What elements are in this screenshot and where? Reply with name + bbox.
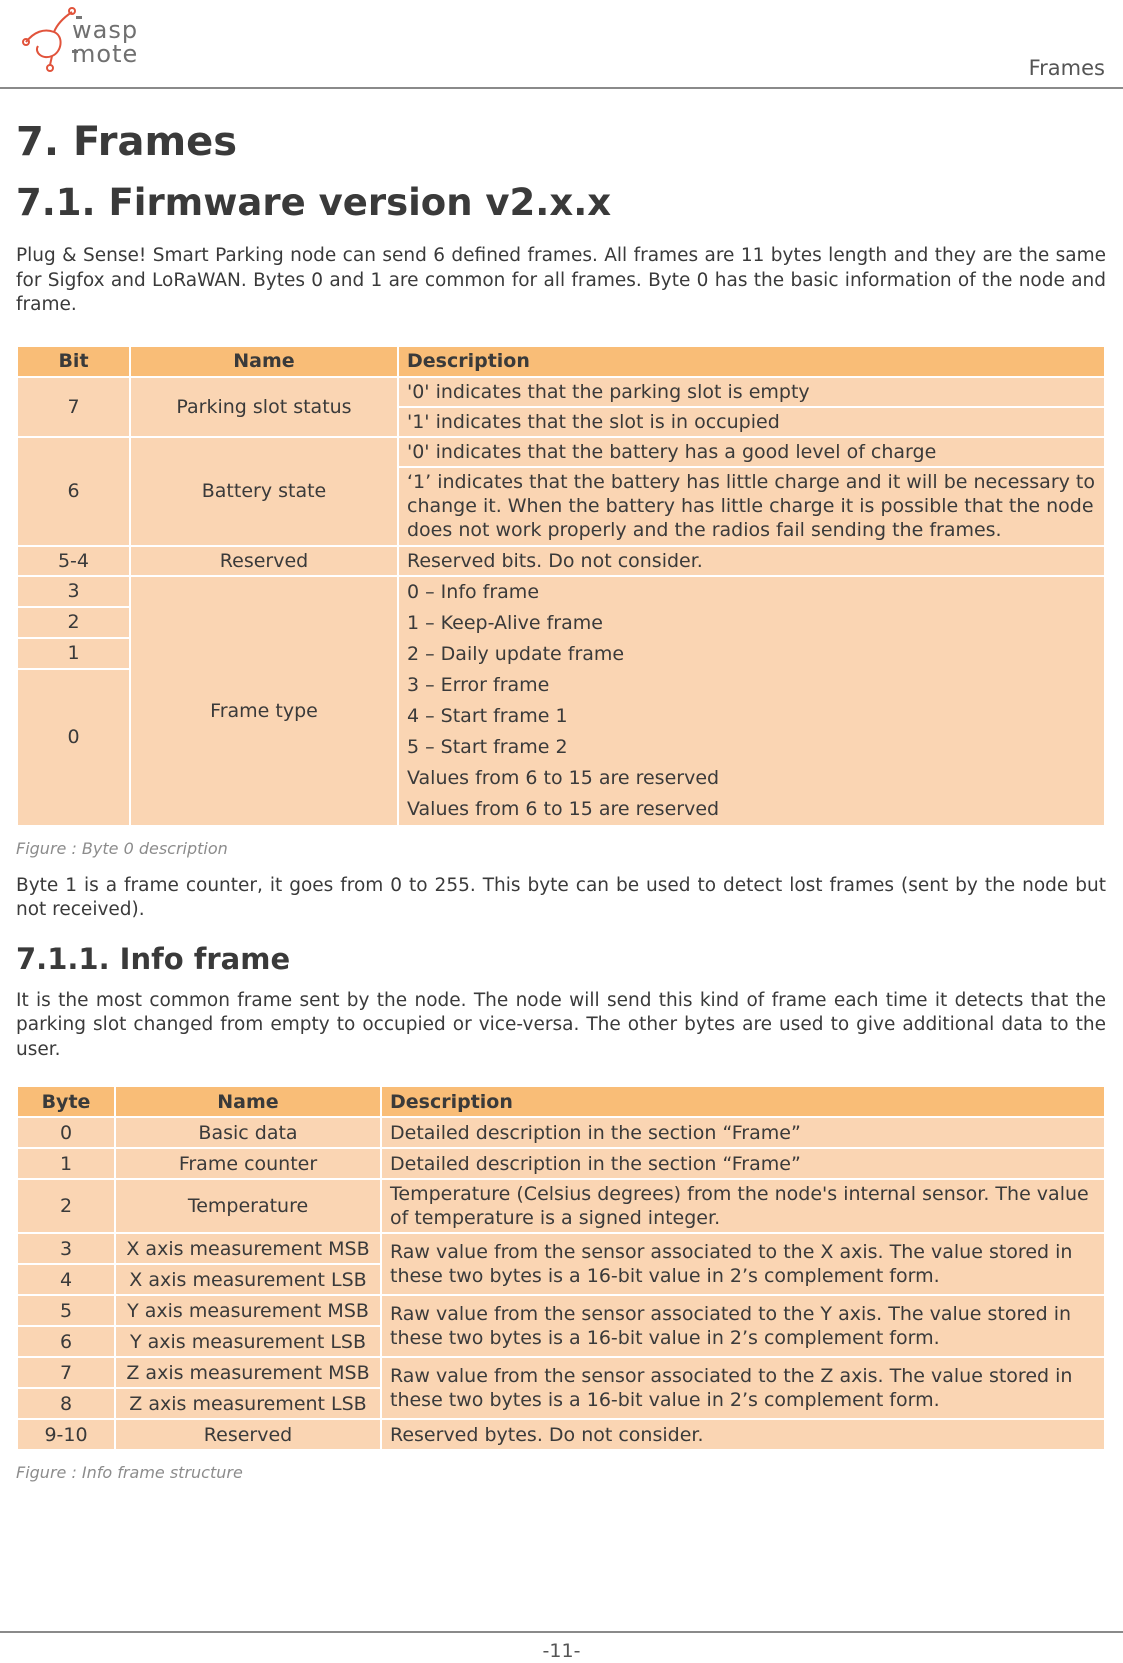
byte-cell: 2 bbox=[17, 1179, 115, 1233]
name-cell: Basic data bbox=[115, 1117, 381, 1148]
section-title: 7.1. Firmware version v2.x.x bbox=[16, 181, 612, 224]
table-row bbox=[17, 1295, 1105, 1326]
subsection-title: 7.1.1. Info frame bbox=[16, 941, 291, 976]
description-cell: Detailed description in the section “Frame” bbox=[381, 1148, 1105, 1179]
frame-type-line: 3 – Error frame bbox=[407, 673, 550, 696]
name-cell: Temperature bbox=[115, 1179, 381, 1233]
bit-cell: 2 bbox=[18, 608, 129, 639]
name-cell: X axis measurement LSB bbox=[115, 1264, 381, 1295]
svg-text:mote: mote bbox=[72, 40, 139, 68]
byte0-table bbox=[16, 345, 1106, 827]
frame-type-line: 4 – Start frame 1 bbox=[407, 704, 568, 727]
header-divider bbox=[0, 87, 1123, 89]
bit-cell: 3 bbox=[18, 577, 129, 608]
table-row bbox=[17, 576, 1105, 826]
frame-type-line: Values from 6 to 15 are reserved bbox=[407, 766, 720, 789]
frame-type-line: 5 – Start frame 2 bbox=[407, 735, 568, 758]
table-row bbox=[17, 1233, 1105, 1264]
col-header-byte: Byte bbox=[17, 1086, 115, 1117]
byte-cell: 4 bbox=[17, 1264, 115, 1295]
byte1-paragraph: Byte 1 is a frame counter, it goes from 0 to 255. This byte can be used to detect lost frames (sent by the node but not received). bbox=[16, 874, 1106, 920]
page-header bbox=[0, 0, 1123, 90]
name-cell: Reserved bbox=[115, 1419, 381, 1450]
name-cell: Y axis measurement MSB bbox=[115, 1295, 381, 1326]
frame-type-line: Values from 6 to 15 are reserved bbox=[407, 797, 720, 820]
svg-text:wasp: wasp bbox=[72, 16, 139, 44]
bit-stack-cell bbox=[17, 576, 130, 826]
name-cell: Z axis measurement LSB bbox=[115, 1388, 381, 1419]
name-cell: Reserved bbox=[130, 546, 398, 576]
name-cell: Frame type bbox=[130, 576, 398, 826]
table-header-row bbox=[17, 346, 1105, 377]
byte-cell: 5 bbox=[17, 1295, 115, 1326]
bit-cell: 7 bbox=[17, 377, 130, 437]
description-cell: Reserved bytes. Do not consider. bbox=[381, 1419, 1105, 1450]
frame-type-line: 2 – Daily update frame bbox=[407, 642, 625, 665]
header-section-title: Frames bbox=[1028, 56, 1105, 80]
name-cell: Battery state bbox=[130, 437, 398, 546]
name-cell: Y axis measurement LSB bbox=[115, 1326, 381, 1357]
name-cell: Frame counter bbox=[115, 1148, 381, 1179]
page-content bbox=[16, 112, 1106, 1482]
frame-type-description-cell bbox=[398, 576, 1105, 826]
description-cell: Reserved bits. Do not consider. bbox=[398, 546, 1105, 576]
bit-cell: 1 bbox=[18, 639, 129, 670]
table-row bbox=[17, 377, 1105, 407]
table-row bbox=[17, 1179, 1105, 1233]
col-header-description: Description bbox=[398, 346, 1105, 377]
frame-type-line: 1 – Keep-Alive frame bbox=[407, 611, 603, 634]
byte-cell: 7 bbox=[17, 1357, 115, 1388]
table-row bbox=[17, 437, 1105, 467]
col-header-name: Name bbox=[130, 346, 398, 377]
description-cell: Raw value from the sensor associated to the Y axis. The value stored in these two bytes is a 16-bit value in 2’s complement form. bbox=[381, 1295, 1105, 1357]
description-cell: Raw value from the sensor associated to the X axis. The value stored in these two bytes is a 16-bit value in 2’s complement form. bbox=[381, 1233, 1105, 1295]
col-header-description: Description bbox=[381, 1086, 1105, 1117]
bit-cell: 6 bbox=[17, 437, 130, 546]
footer-divider bbox=[0, 1631, 1123, 1633]
description-cell: Raw value from the sensor associated to the Z axis. The value stored in these two bytes is a 16-bit value in 2’s complement form. bbox=[381, 1357, 1105, 1419]
byte-cell: 1 bbox=[17, 1148, 115, 1179]
page-number: -11- bbox=[542, 1640, 581, 1662]
byte-cell: 9-10 bbox=[17, 1419, 115, 1450]
table-row bbox=[17, 1148, 1105, 1179]
byte-cell: 0 bbox=[17, 1117, 115, 1148]
table-row bbox=[17, 1357, 1105, 1388]
bit-cell: 5-4 bbox=[17, 546, 130, 576]
table-row bbox=[17, 1117, 1105, 1148]
col-header-bit: Bit bbox=[17, 346, 130, 377]
description-cell: Temperature (Celsius degrees) from the node's internal sensor. The value of temperature is a signed integer. bbox=[381, 1179, 1105, 1233]
table-header-row bbox=[17, 1086, 1105, 1117]
bit-cell: 0 bbox=[67, 725, 80, 748]
waspmote-logo bbox=[14, 2, 189, 84]
col-header-name: Name bbox=[115, 1086, 381, 1117]
description-cell: ‘1’ indicates that the battery has little charge and it will be necessary to change it. When the battery has little charge it is possible that the node does not work properly and the radios fail sending the frames. bbox=[398, 467, 1105, 546]
name-cell: X axis measurement MSB bbox=[115, 1233, 381, 1264]
figure-caption: Figure : Byte 0 description bbox=[16, 838, 228, 858]
description-cell: '1' indicates that the slot is in occupied bbox=[398, 407, 1105, 437]
table-row bbox=[17, 546, 1105, 576]
figure-caption: Figure : Info frame structure bbox=[16, 1463, 243, 1482]
info-frame-paragraph: It is the most common frame sent by the node. The node will send this kind of frame each time it detects that the parking slot changed from empty to occupied or vice-versa. The other bytes are used to give additional data to the user. bbox=[16, 989, 1106, 1060]
byte-cell: 6 bbox=[17, 1326, 115, 1357]
description-cell: Detailed description in the section “Frame” bbox=[381, 1117, 1105, 1148]
name-cell: Z axis measurement MSB bbox=[115, 1357, 381, 1388]
table-row bbox=[17, 1419, 1105, 1450]
name-cell: Parking slot status bbox=[130, 377, 398, 437]
byte-cell: 3 bbox=[17, 1233, 115, 1264]
byte-cell: 8 bbox=[17, 1388, 115, 1419]
intro-paragraph: Plug & Sense! Smart Parking node can send 6 defined frames. All frames are 11 bytes length and they are the same for Sigfox and LoRaWAN. Bytes 0 and 1 are common for all frames. Byte 0 has the basic information of the node and frame. bbox=[16, 245, 1106, 315]
chapter-title: 7. Frames bbox=[16, 119, 238, 165]
frame-type-line: 0 – Info frame bbox=[407, 580, 540, 603]
info-frame-table bbox=[16, 1085, 1106, 1451]
description-cell: '0' indicates that the parking slot is empty bbox=[398, 377, 1105, 407]
description-cell: '0' indicates that the battery has a good level of charge bbox=[398, 437, 1105, 467]
